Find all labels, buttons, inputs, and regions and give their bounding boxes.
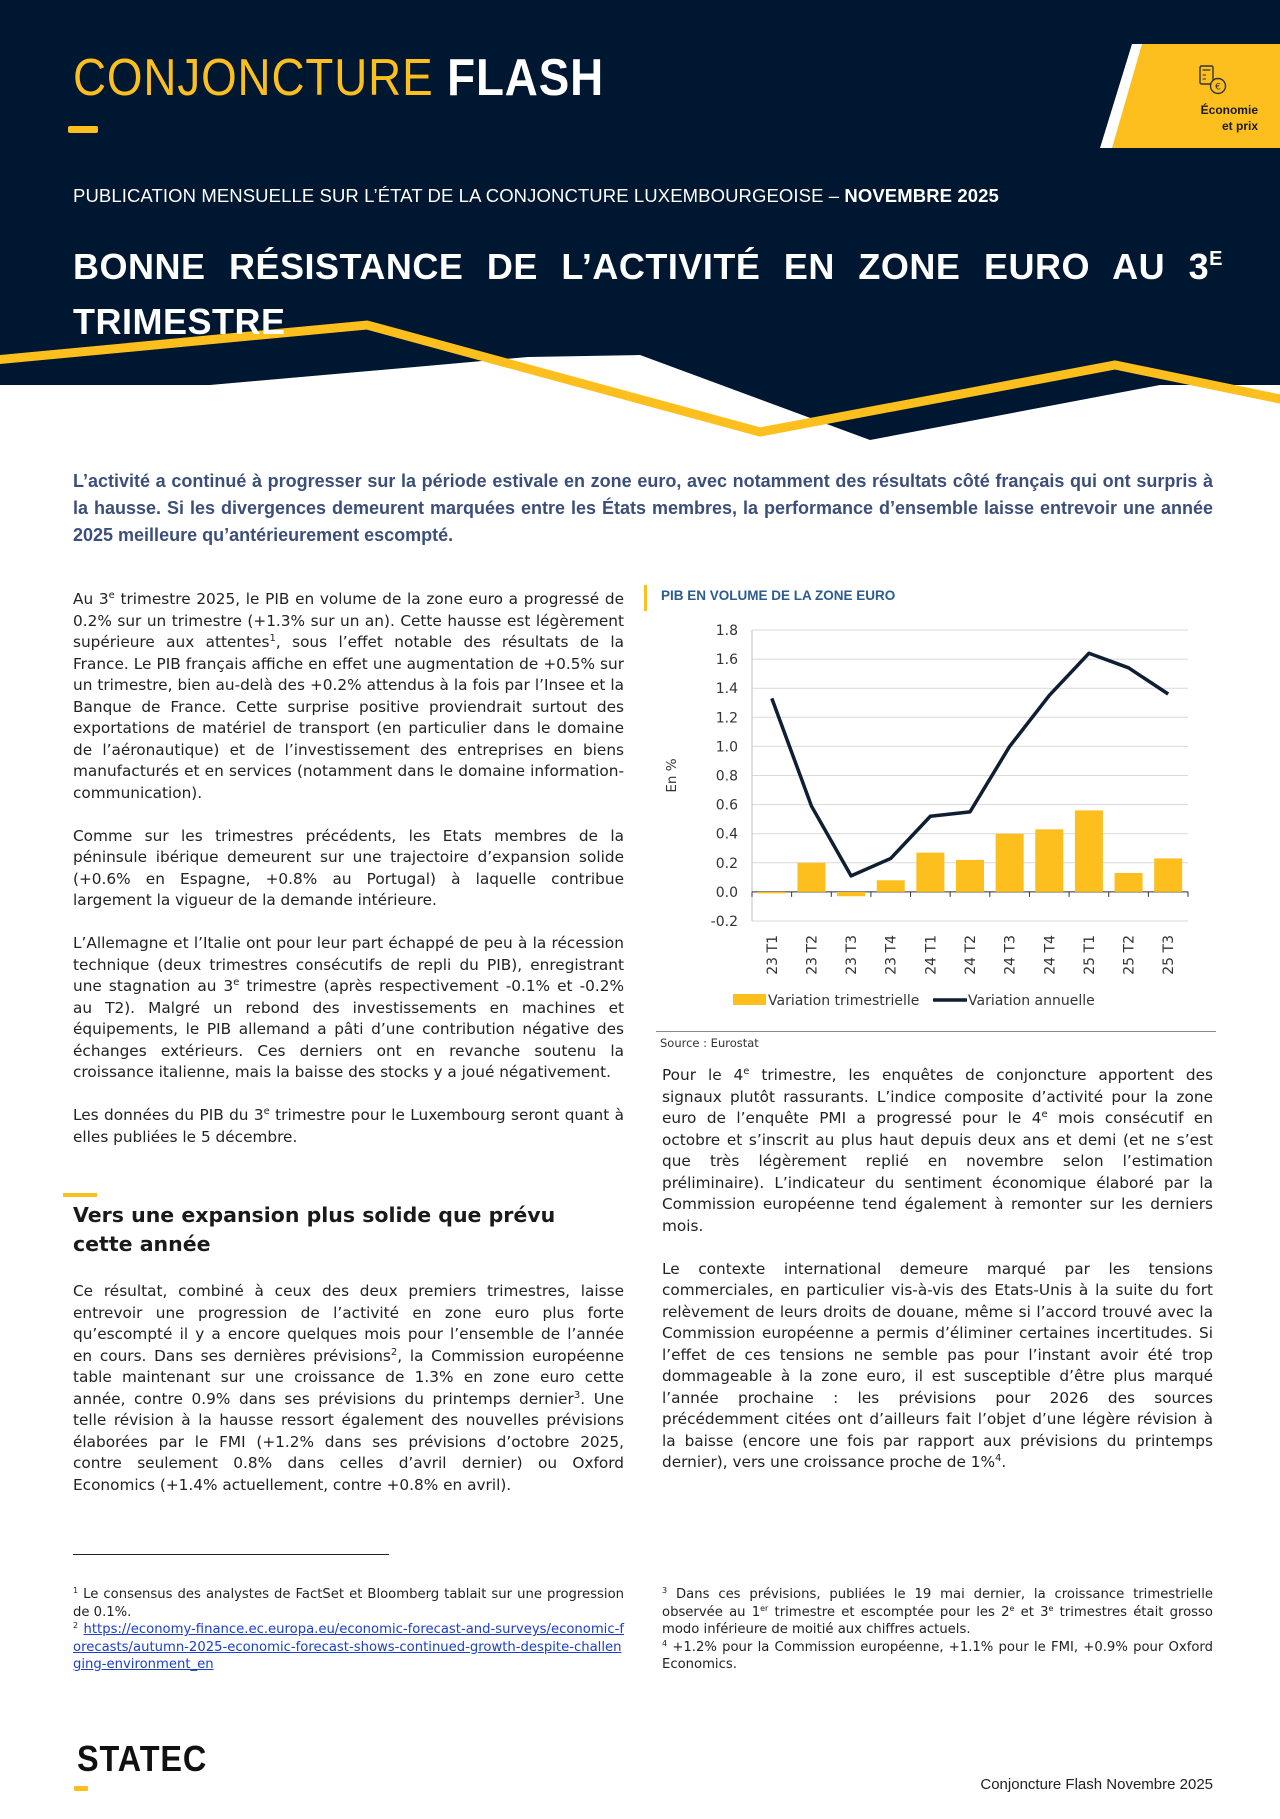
left-column [73, 589, 624, 1170]
lead-paragraph: L’activité a continué à progresser sur la période estivale en zone euro, avec notamment des résultats côté français qui ont surpris à la hausse. Si les divergences demeurent marquées entre les États membres, la performance d’ensemble laisse entrevoir une année 2025 meilleure qu’antérieurement escompté. [73, 471, 1213, 545]
bar [837, 892, 865, 896]
brand-logo [73, 49, 605, 107]
x-tick-label: 25 T1 [1081, 935, 1098, 975]
y-tick-label: 0.4 [715, 826, 738, 843]
x-tick-label: 25 T3 [1161, 935, 1178, 975]
section-title: Vers une expansion plus solide que prévu cette année [73, 1203, 556, 1256]
paragraph-3: L’Allemagne et l’Italie ont pour leur part échappé de peu à la récession technique (deux trimestres consécutifs de repli du PIB), enregistrant une stagnation au 3e trimestre (après respectivement -0.1% et -0.2% au T2). Malgré un rebond des investissements en machines et équipements, le PIB allemand a pâti d’une contribution négative des échanges extérieurs. Ces derniers ont en revanche soutenu la croissance italienne, mais la baisse des stocks y a joué négativement. [73, 934, 624, 1081]
bar [877, 880, 905, 892]
calculator-euro-icon [1197, 64, 1231, 98]
page-header [0, 0, 1280, 440]
footnote-ref-1[interactable]: 1 [269, 633, 276, 644]
paragraph-2: Comme sur les trimestres précédents, les Etats membres de la péninsule ibérique demeurent sur une trajectoire d’expansion solide (+0.6% en Espagne, +0.8% au Portugal) à laquelle contribue largement la vigueur de la demande intérieure. [73, 826, 624, 909]
footnote-4: $^4$ +1.2% pour la Commission européenne, +1.1% pour le FMI, +0.9% pour Oxford Economics. [662, 1638, 1213, 1672]
legend-label-annual: Variation annuelle [968, 993, 1095, 1009]
x-tick-label: 23 T1 [764, 935, 781, 975]
footnote-ref-4[interactable]: 4 [995, 1453, 1002, 1464]
brand-primary: CONJONCTURE [73, 49, 434, 107]
svg-text:€: € [1215, 82, 1221, 93]
bar [916, 853, 944, 892]
bar [956, 860, 984, 892]
footnote-ref-2[interactable]: 2 [390, 1346, 398, 1358]
section2-paragraph: Ce résultat, combiné à ceux des deux premiers trimestres, laisse entrevoir une progression de l’activité en zone euro plus forte qu’escompté il y a encore quelques mois pour l’ensemble de l’année en cours. Dans ses dernières prévisions$^2$, la Commission européenne table maintenant sur une croissance de 1.3% en zone euro cette année, contre 0.9% dans ses prévisions du printemps dernier$^3$. Une telle révision à la hausse ressort également des nouvelles prévisions élaborées par le FMI (+1.2% dans ses prévisions d’octobre 2025, contre seulement 0.8% dans celles d’avril dernier) ou Oxford Economics (+1.4% actuellement, contre +0.8% en avril). [73, 1282, 624, 1494]
paragraph-4: Les données du PIB du 3e trimestre pour le Luxembourg seront quant à elles publiées le 5 décembre. [73, 1106, 624, 1146]
title-sup: E [1209, 248, 1223, 270]
theme-tag-line1: Économie [1200, 103, 1258, 117]
right-column [662, 1065, 1213, 1495]
x-tick-label: 24 T3 [1002, 935, 1019, 975]
x-tick-label: 24 T4 [1042, 935, 1059, 975]
chart-source: Source : Eurostat [660, 1036, 759, 1050]
section2-body [73, 1281, 624, 1518]
footnote-1: $^1$ Le consensus des analystes de FactSet et Bloomberg tablait sur une progression de 0.1%. [73, 1586, 624, 1620]
x-tick-label: 25 T2 [1121, 935, 1138, 975]
statec-logo: STATEC [77, 1738, 208, 1779]
paragraph-1: Au 3e trimestre 2025, le PIB en volume de la zone euro a progressé de 0.2% sur un trimestre (+1.3% sur un an). Cette hausse est légèrement supérieure aux attentes$^1$, sous l’effet notable des résultats de la France. Le PIB français affiche en effet une augmentation de +0.5% sur un trimestre, bien au-delà des +0.2% attendus à la fois par l’Insee et la Banque de France. Cette surprise positive proviendrait surtout des exportations de matériel de transport (en particulier dans le domaine de l’aéronautique) et de l’investissement des entreprises en biens manufacturés et en services (notamment dans le domaine information-communication). [73, 590, 624, 802]
footnotes-left [73, 1586, 624, 1674]
bar [1154, 858, 1182, 891]
publication-subtitle [73, 185, 999, 207]
y-tick-label: 1.6 [715, 652, 738, 669]
x-tick-label: 24 T2 [963, 935, 979, 975]
x-tick-label: 23 T4 [883, 935, 900, 975]
y-tick-label: 1.0 [715, 739, 738, 756]
chart-plot [640, 580, 1230, 1030]
section-accent-dash [63, 1193, 97, 1197]
legend-swatch-quarterly [733, 994, 766, 1005]
y-tick-label: 0.6 [715, 797, 738, 814]
y-tick-label: 1.8 [715, 623, 738, 639]
line-series-annual [772, 653, 1168, 876]
chart-title: PIB EN VOLUME DE LA ZONE EURO [661, 588, 896, 603]
y-tick-label: -0.2 [710, 914, 738, 930]
subtitle-date: NOVEMBRE 2025 [844, 185, 999, 206]
footnote-separator [73, 1554, 389, 1555]
chart-source-rule [656, 1031, 1216, 1032]
brand-accent-dash [68, 126, 98, 133]
x-tick-label: 23 T2 [804, 935, 821, 975]
subtitle-prefix: PUBLICATION MENSUELLE SUR L’ÉTAT DE LA CONJONCTURE LUXEMBOURGEOISE – [73, 185, 845, 206]
bar [1035, 829, 1063, 892]
bar [758, 892, 786, 894]
right-paragraph-1: Pour le 4e trimestre, les enquêtes de conjoncture apportent des signaux plutôt rassurants. L’indice composite d’activité pour la zone euro de l’enquête PMI a progressé pour le 4e mois consécutif en octobre et s’inscrit au plus haut depuis deux ans et demi (et ne s’est que très légèrement replié en novembre selon l’estimation préliminaire). L’indicateur du sentiment économique élaboré par la Commission européenne tend également à remonter sur les derniers mois. [662, 1066, 1213, 1235]
footnote-3: $^3$ Dans ces prévisions, publiées le 19 mai dernier, la croissance trimestrielle observée au 1er trimestre et escomptée pour les 2e et 3e trimestres était grosso modo inférieure de moitié aux chiffres actuels. [662, 1586, 1213, 1637]
y-tick-label: 0.2 [715, 855, 738, 872]
footnote-2-link[interactable]: https://economy-finance.ec.europa.eu/economic-forecast-and-surveys/economic-forecasts/autumn-2025-economic-forecast-shows-continued-growth-despite-challenging-environment_en [73, 1622, 624, 1672]
bar [1115, 873, 1143, 892]
footnote-ref-3[interactable]: 3 [573, 1389, 581, 1401]
title-end: TRIMESTRE [73, 301, 286, 342]
bar [797, 863, 825, 892]
x-tick-label: 24 T1 [923, 935, 940, 975]
y-tick-label: 1.2 [715, 710, 738, 727]
footnote-2: $^2$ https://economy-finance.ec.europa.eu/economic-forecast-and-surveys/economic-forecasts/autumn-2025-economic-forecast-shows-continued-growth-despite-challenging-environment_en [73, 1621, 624, 1672]
legend-label-quarterly: Variation trimestrielle [768, 993, 920, 1009]
bar [1075, 810, 1103, 891]
footnotes-right [662, 1586, 1213, 1674]
right-paragraph-2: Le contexte international demeure marqué par les tensions commerciales, en particulier vis-à-vis des Etats-Unis à la suite du fort relèvement de leurs droits de douane, même si l’accord trouvé avec la Commission européenne a permis d’éliminer certaines incertitudes. Si l’effet de ces tensions ne semble pas pour l’instant avoir été trop dommageable à la zone euro, il est susceptible d’être plus marqué l’année prochaine : les prévisions pour 2026 des sources précédemment citées ont d’ailleurs fait l’objet d’une légère révision à la baisse (encore une fois par rapport aux prévisions du printemps dernier), vers une croissance proche de 1%$^4$. [662, 1259, 1213, 1471]
theme-tag-line2: et prix [1221, 119, 1258, 133]
page-title [73, 232, 1223, 349]
title-main: BONNE RÉSISTANCE DE L’ACTIVITÉ EN ZONE EURO AU 3 [73, 246, 1210, 287]
x-tick-label: 23 T3 [844, 935, 861, 975]
y-tick-label: 1.4 [715, 681, 738, 698]
bar [996, 834, 1024, 892]
footer-publication-label: Conjoncture Flash Novembre 2025 [980, 1776, 1213, 1793]
footer-accent-dash [74, 1786, 88, 1791]
y-axis-label: En % [664, 758, 680, 793]
y-tick-label: 0.8 [715, 768, 738, 785]
brand-secondary: FLASH [447, 49, 605, 107]
theme-tag [1100, 44, 1280, 148]
gdp-chart [640, 580, 1230, 1050]
y-tick-label: 0.0 [715, 884, 738, 901]
